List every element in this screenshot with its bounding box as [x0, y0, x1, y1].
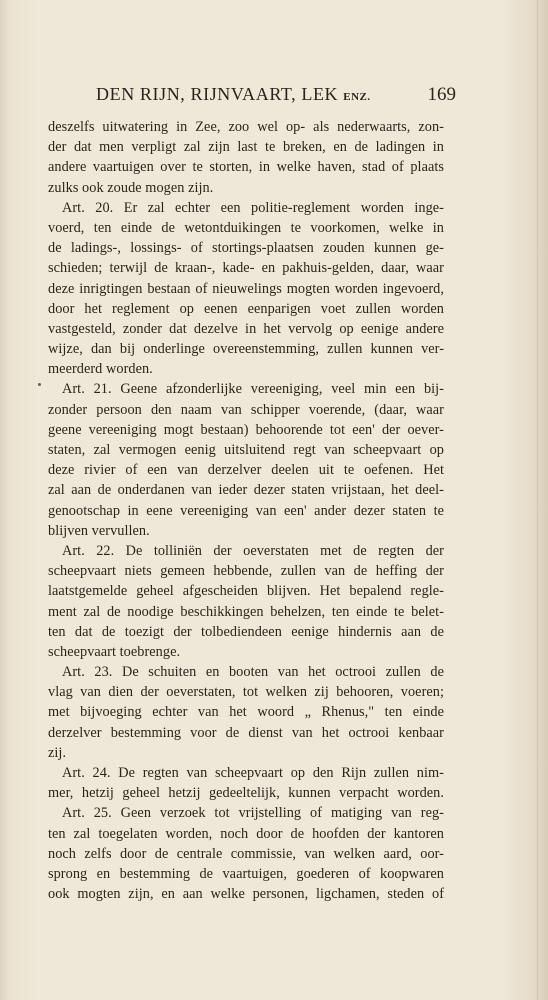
text-line: Art. 22. De tolliniën der oeverstaten met de regten der — [62, 542, 444, 559]
page-number: 169 — [427, 84, 456, 105]
text-line: der dat men verpligt zal zijn last te breken, en de ladingen in — [48, 139, 444, 156]
text-line: derzelver bestemming voor de dienst van het octrooi kenbaar — [48, 724, 444, 741]
text-line: door het reglement op eenen eenparigen voet zullen worden — [48, 300, 444, 317]
text-line: genootschap in eene vereeniging van een' ander dezer staten te — [48, 502, 444, 519]
text-line: voerd, ten einde de wetontduikingen te voorkomen, welke in — [48, 219, 444, 236]
text-line: zonder persoon den naam van schipper voerende, (daar, waar — [48, 401, 444, 418]
page-header — [96, 84, 456, 108]
text-line: wijze, dan bij onderlinge overeenstemming, zullen kunnen ver- — [48, 341, 444, 358]
running-head-title: DEN RIJN, RIJNVAART, LEK — [96, 84, 339, 104]
text-line: sprong en bestemming de vaartuigen, goederen of koopwaren — [48, 865, 444, 882]
margin-mark — [38, 383, 41, 386]
text-line: laatstgemelde geheel afgescheiden blijven. Het bepalend regle- — [48, 583, 444, 600]
text-line: ment zal de noodige beschikkingen behelzen, ten einde te belet- — [48, 603, 444, 620]
text-line: staten, zal vermogen eenig uitsluitend regt van scheepvaart op — [48, 442, 444, 458]
text-line: de ladings-, lossings- of stortings-plaatsen zouden kunnen ge- — [48, 240, 444, 257]
running-head — [96, 84, 371, 105]
text-line: Art. 24. De regten van scheepvaart op den Rijn zullen nim- — [62, 765, 444, 781]
text-line: Art. 25. Geen verzoek tot vrijstelling of matiging van reg- — [62, 805, 444, 822]
text-line: zulks ook zoude mogen zijn. — [48, 179, 214, 196]
text-line: deze inrigtingen bestaan of nieuwelings mogten worden ingevoerd, — [48, 280, 444, 297]
text-line: noch zelfs door de centrale commissie, van welken aard, oor- — [48, 845, 444, 862]
body-text — [48, 117, 444, 904]
text-line: Art. 23. De schuiten en booten van het octrooi zullen de — [62, 664, 444, 681]
text-line: scheepvaart toebrenge. — [48, 643, 181, 660]
text-line: andere vaartuigen over te storten, in welke haven, stad of plaats — [48, 159, 444, 176]
text-line: geene vereeniging mogt bestaan) behoorende tot een' der oever- — [48, 421, 444, 438]
text-line: zal aan de onderdanen van ieder dezer staten vrijstaan, het deel- — [48, 482, 444, 499]
text-line: deze rivier of een van derzelver deelen uit te oefenen. Het — [48, 462, 444, 479]
text-line: meerderd worden. — [48, 361, 153, 378]
text-line: vastgesteld, zonder dat dezelve in het vervolg op eenige andere — [48, 320, 444, 337]
text-line: met bijvoeging echter van het woord „ Rhenus," ten einde — [48, 704, 444, 721]
running-head-abbr: ENZ. — [343, 91, 371, 103]
text-line: ten zal toegelaten worden, noch door de hoofden der kantoren — [48, 825, 444, 842]
text-line: schieden; terwijl de kraan-, kade- en pakhuis-gelden, daar, waar — [48, 260, 444, 277]
text-line: Art. 21. Geene afzonderlijke vereeniging, veel min een bij- — [62, 381, 444, 398]
text-line: blijven vervullen. — [48, 522, 150, 539]
page-edge — [537, 0, 538, 1000]
text-line: vlag van dien der oeverstaten, tot welken zij behooren, voeren; — [48, 684, 444, 701]
text-line: scheepvaart niets gemeen hebbende, zullen van de heffing der — [48, 563, 444, 580]
text-line: mer, hetzij geheel hetzij gedeeltelijk, kunnen verpacht worden. — [48, 785, 444, 802]
text-line: ook mogten zijn, en aan welke personen, ligchamen, steden of — [48, 886, 444, 903]
text-line: deszelfs uitwatering in Zee, zoo wel op- als nederwaarts, zon- — [48, 119, 444, 135]
text-line: zij. — [48, 744, 67, 761]
text-line: Art. 20. Er zal echter een politie-reglement worden inge- — [62, 199, 444, 216]
text-line: ten dat de toezigt der tolbediendeen eenige hindernis aan de — [48, 623, 444, 640]
